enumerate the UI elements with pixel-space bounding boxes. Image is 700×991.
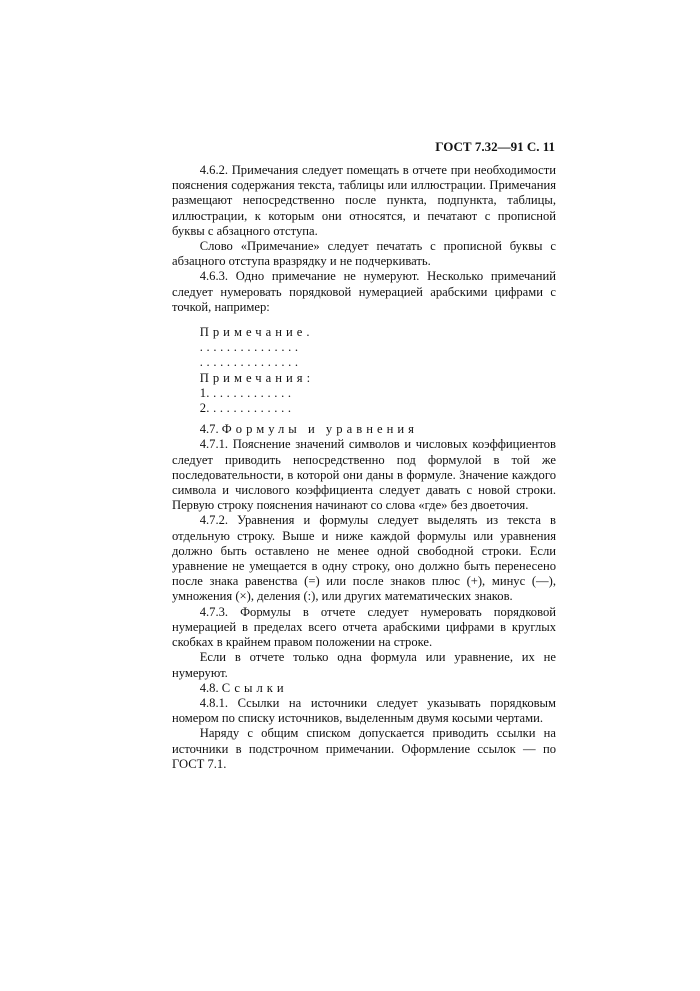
note-example-dots-1: . . . . . . . . . . . . . . . bbox=[199, 340, 299, 355]
section-4-7-number: 4.7. bbox=[199, 422, 219, 437]
paragraph-4-6-2-note-word: Слово «Примечание» следует печатать с прописной буквы с абзацного отступа вразрядку и не подчеркивать. bbox=[172, 239, 556, 269]
paragraph-4-6-3: 4.6.3. Одно примечание не нумеруют. Несколько примечаний следует нумеровать порядковой нумерацией арабскими цифрами с точкой, например: bbox=[172, 269, 556, 314]
document-body bbox=[172, 163, 556, 772]
paragraph-4-8-1-footnotes: Наряду с общим списком допускается приводить ссылки на источники в подстрочном примечании. Оформление ссылок — по ГОСТ 7.1. bbox=[172, 726, 556, 771]
note-example-label: Примечание. bbox=[199, 325, 314, 340]
paragraph-4-7-3: 4.7.3. Формулы в отчете следует нумеровать порядковой нумерацией в пределах всего отчета арабскими цифрами в круглых скобках в крайнем правом положении на строке. bbox=[172, 604, 556, 650]
section-4-8-title: Ссылки bbox=[221, 680, 288, 695]
notes-example-item-1: 1. . . . . . . . . . . . . bbox=[199, 385, 292, 400]
notes-example-item-2: 2. . . . . . . . . . . . . bbox=[199, 401, 292, 416]
page-header: ГОСТ 7.32—91 С. 11 bbox=[435, 139, 555, 154]
section-4-8-heading bbox=[172, 681, 556, 696]
paragraph-4-7-3-single: Если в отчете только одна формула или уравнение, их не нумеруют. bbox=[172, 650, 556, 680]
notes-example-label: Примечания: bbox=[199, 370, 315, 385]
paragraph-4-8-1: 4.8.1. Ссылки на источники следует указывать порядковым номером по списку источников, выделенным двумя косыми чертами. bbox=[172, 695, 556, 726]
section-4-8-number: 4.8. bbox=[199, 680, 219, 695]
note-example-dots-2: . . . . . . . . . . . . . . . bbox=[199, 355, 299, 370]
note-example bbox=[172, 325, 556, 416]
section-4-7-title: Формулы и уравнения bbox=[221, 422, 418, 437]
section-4-7-heading bbox=[172, 422, 556, 437]
paragraph-4-6-2: 4.6.2. Примечания следует помещать в отчете при необходимости пояснения содержания текста, таблицы или иллюстрации. Примечания размещают непосредственно после пункта, подпункта, таблицы, иллюстрации, к которым они относятся, и печатают с прописной буквы с абзацного отступа. bbox=[172, 163, 556, 238]
paragraph-4-7-2: 4.7.2. Уравнения и формулы следует выделять из текста в отдельную строку. Выше и ниже каждой формулы или уравнения должно быть оставлено не менее одной свободной строки. Если уравнение не умещается в одну строку, оно должно быть перенесено после знака равенства (=) или после знаков плюс (+), минус (—), умножения (×), деления (:), или других математических знаков. bbox=[172, 513, 556, 604]
paragraph-4-7-1: 4.7.1. Пояснение значений символов и числовых коэффициентов следует приводить непосредственно под формулой в той же последовательности, в которой они даны в формуле. Значение каждого символа и числового коэффициента следует давать с новой строки. Первую строку пояснения начинают со слова «где» без двоеточия. bbox=[172, 437, 556, 513]
